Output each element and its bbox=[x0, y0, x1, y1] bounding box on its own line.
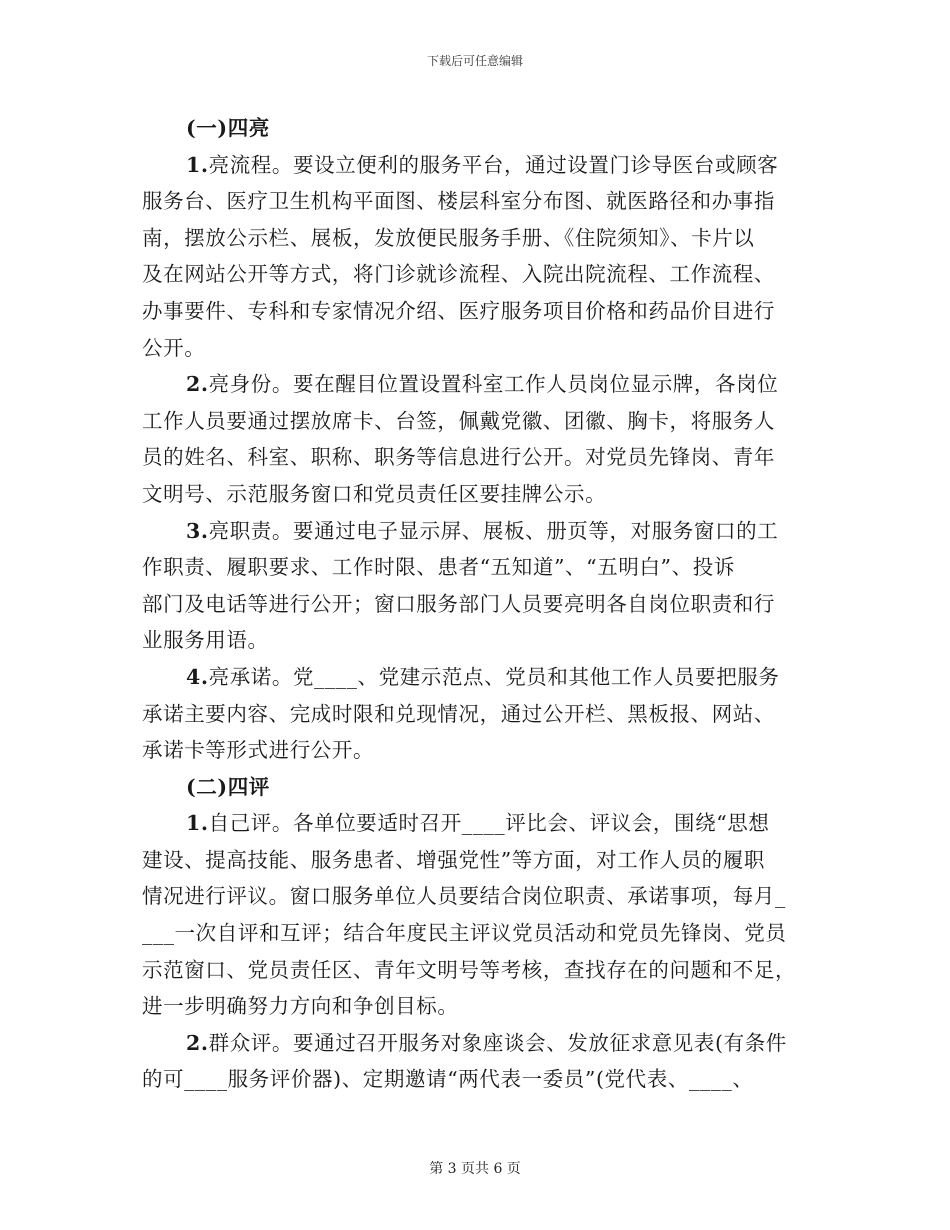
paragraph-line: 南，摆放公示栏、展板，发放便民服务手册、《住院须知》、卡片以 bbox=[142, 225, 755, 250]
paragraph-line: 情况进行评议。窗口服务单位人员要结合岗位职责、承诺事项，每月_ bbox=[142, 884, 786, 909]
paragraph-line: 4.亮承诺。党____、党建示范点、党员和其他工作人员要把服务 bbox=[186, 664, 780, 689]
paragraph-line: 进一步明确努力方向和争创目标。 bbox=[142, 994, 459, 1019]
item-number: 3. bbox=[186, 518, 209, 543]
section-heading: (一)四亮 bbox=[186, 116, 270, 140]
paragraph-line: 公开。 bbox=[142, 335, 206, 360]
paragraph-line: 作职责、履职要求、工作时限、患者“五知道”、“五明白”、投诉 bbox=[142, 555, 735, 580]
item-number: 2. bbox=[186, 372, 209, 397]
paragraph-line: 业服务用语。 bbox=[142, 628, 269, 653]
paragraph-line: 办事要件、专科和专家情况介绍、医疗服务项目价格和药品价目进行 bbox=[142, 298, 775, 323]
paragraph-line: 1.亮流程。要设立便利的服务平台，通过设置门诊导医台或顾客 bbox=[186, 152, 779, 177]
paragraph-line: ___一次自评和互评；结合年度民主评议党员活动和党员先锋岗、党员 bbox=[142, 921, 787, 946]
paragraph-line: 工作人员要通过摆放席卡、台签，佩戴党徽、团徽、胸卡，将服务人 bbox=[142, 408, 775, 433]
section-heading: (二)四评 bbox=[186, 774, 270, 799]
item-number: 1. bbox=[186, 811, 209, 836]
item-number: 1. bbox=[186, 152, 209, 177]
paragraph-line: 2.亮身份。要在醒目位置设置科室工作人员岗位显示牌，各岗位 bbox=[186, 372, 779, 397]
item-number: 4. bbox=[186, 664, 209, 689]
paragraph-line: 员的姓名、科室、职称、职务等信息进行公开。对党员先锋岗、青年 bbox=[142, 445, 775, 470]
item-number: 2. bbox=[186, 1030, 209, 1055]
paragraph-line: 3.亮职责。要通过电子显示屏、展板、册页等，对服务窗口的工 bbox=[186, 518, 779, 543]
paragraph-line: 示范窗口、党员责任区、青年文明号等考核，查找存在的问题和不足， bbox=[142, 957, 797, 982]
paragraph-line: 2.群众评。要通过召开服务对象座谈会、发放征求意见表(有条件 bbox=[186, 1030, 787, 1055]
paragraph-line: 1.自己评。各单位要适时召开____评比会、评议会，围绕“思想 bbox=[186, 811, 770, 836]
paragraph-line: 及在网站公开等方式，将门诊就诊流程、入院出院流程、工作流程、 bbox=[142, 262, 775, 287]
paragraph-line: 部门及电话等进行公开；窗口服务部门人员要亮明各自岗位职责和行 bbox=[142, 591, 775, 616]
paragraph-line: 建设、提高技能、服务患者、增强党性”等方面，对工作人员的履职 bbox=[142, 847, 765, 872]
paragraph-line: 服务台、医疗卫生机构平面图、楼层科室分布图、就医路径和办事指 bbox=[142, 189, 775, 214]
page-footer: 第 3 页共 6 页 bbox=[429, 1161, 521, 1177]
document-body bbox=[142, 110, 808, 1098]
page-header: 下载后可任意编辑 bbox=[426, 54, 523, 68]
paragraph-line: 文明号、示范服务窗口和党员责任区要挂牌公示。 bbox=[142, 481, 607, 506]
paragraph-line: 的可____服务评价器)、定期邀请“两代表一委员”(党代表、____、 bbox=[142, 1067, 754, 1092]
paragraph-line: 承诺主要内容、完成时限和兑现情况，通过公开栏、黑板报、网站、 bbox=[142, 701, 775, 726]
paragraph-line: 承诺卡等形式进行公开。 bbox=[142, 738, 375, 763]
